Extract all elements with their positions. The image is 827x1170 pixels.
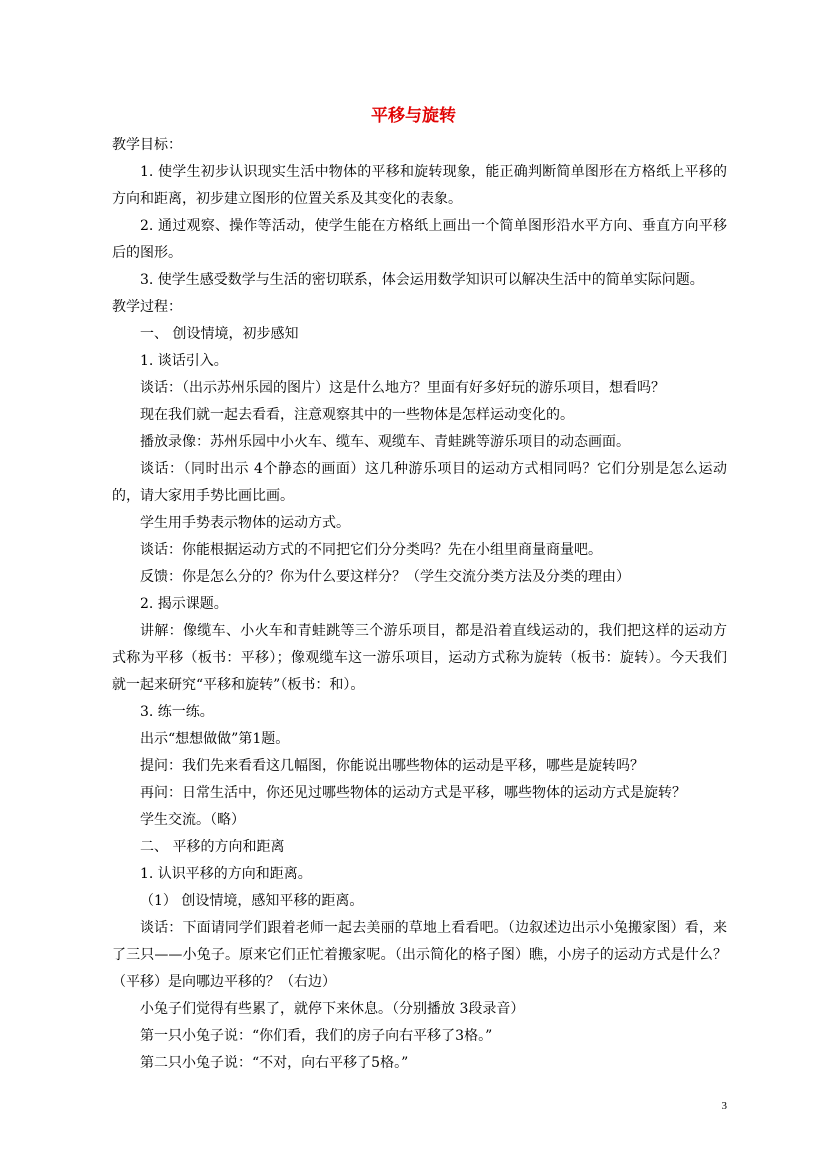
paragraph: （1） 创设情境，感知平移的距离。	[140, 893, 364, 909]
paragraph: 教学过程：	[112, 299, 182, 315]
paragraph: 1. 使学生初步认识现实生活中物体的平移和旋转现象，能正确判断简单图形在方格纸上平移的方向和距离，初步建立图形的位置关系及其变化的表象。	[112, 164, 727, 207]
paragraph: 学生用手势表示物体的运动方式。	[140, 515, 350, 531]
page-number: 3	[721, 1100, 727, 1112]
paragraph: 3. 练一练。	[140, 704, 214, 720]
document-body	[112, 132, 727, 1077]
paragraph: 2. 通过观察、操作等活动，使学生能在方格纸上画出一个简单图形沿水平方向、垂直方向平移后的图形。	[112, 218, 727, 261]
document-title: 平移与旋转	[371, 106, 456, 126]
paragraph: 2. 揭示课题。	[140, 596, 228, 612]
paragraph: 小兔子们觉得有些累了，就停下来休息。（分别播放 3段录音）	[140, 1001, 525, 1017]
paragraph: 3. 使学生感受数学与生活的密切联系，体会运用数学知识可以解决生活中的简单实际问题。	[140, 272, 704, 288]
paragraph: 谈话：你能根据运动方式的不同把它们分分类吗？先在小组里商量商量吧。	[140, 542, 602, 558]
paragraph: 二、 平移的方向和距离	[140, 839, 285, 855]
paragraph: 1. 谈话引入。	[140, 353, 228, 369]
paragraph: 讲解：像缆车、小火车和青蛙跳等三个游乐项目，都是沿着直线运动的，我们把这样的运动方式称为平移（板书：平移）；像观缆车这一游乐项目，运动方式称为旋转（板书：旋转）。今天我们就一起来研究“平移和旋转”（板书：和）。	[112, 623, 727, 693]
paragraph: 教学目标：	[112, 137, 182, 153]
paragraph: 现在我们就一起去看看，注意观察其中的一些物体是怎样运动变化的。	[140, 407, 574, 423]
paragraph: 第一只小兔子说：“你们看，我们的房子向右平移了3格。”	[140, 1028, 493, 1044]
paragraph: 反馈：你是怎么分的？你为什么要这样分？（学生交流分类方法及分类的理由）	[140, 569, 630, 585]
paragraph: 播放录像：苏州乐园中小火车、缆车、观缆车、青蛙跳等游乐项目的动态画面。	[140, 434, 630, 450]
paragraph: 学生交流。（略）	[140, 812, 245, 828]
paragraph: 谈话：（同时出示 4个静态的画面）这几种游乐项目的运动方式相同吗？它们分别是怎么运动的，请大家用手势比画比画。	[112, 461, 727, 504]
paragraph: 谈话：下面请同学们跟着老师一起去美丽的草地上看看吧。（边叙述边出示小兔搬家图）看，来了三只——小兔子。原来它们正忙着搬家呢。（出示简化的格子图）瞧，小房子的运动方式是什么？（平移）是向哪边平移的？（右边）	[112, 920, 727, 990]
paragraph: 出示“想想做做”第1题。	[140, 731, 290, 747]
paragraph: 再问：日常生活中，你还见过哪些物体的运动方式是平移，哪些物体的运动方式是旋转？	[140, 785, 686, 801]
paragraph: 1. 认识平移的方向和距离。	[140, 866, 312, 882]
paragraph: 谈话：（出示苏州乐园的图片）这是什么地方？里面有好多好玩的游乐项目，想看吗？	[140, 380, 665, 396]
paragraph: 一、 创设情境，初步感知	[140, 326, 299, 342]
paragraph: 第二只小兔子说：“不对，向右平移了5格。”	[140, 1055, 409, 1071]
paragraph: 提问：我们先来看看这几幅图，你能说出哪些物体的运动是平移，哪些是旋转吗？	[140, 758, 644, 774]
